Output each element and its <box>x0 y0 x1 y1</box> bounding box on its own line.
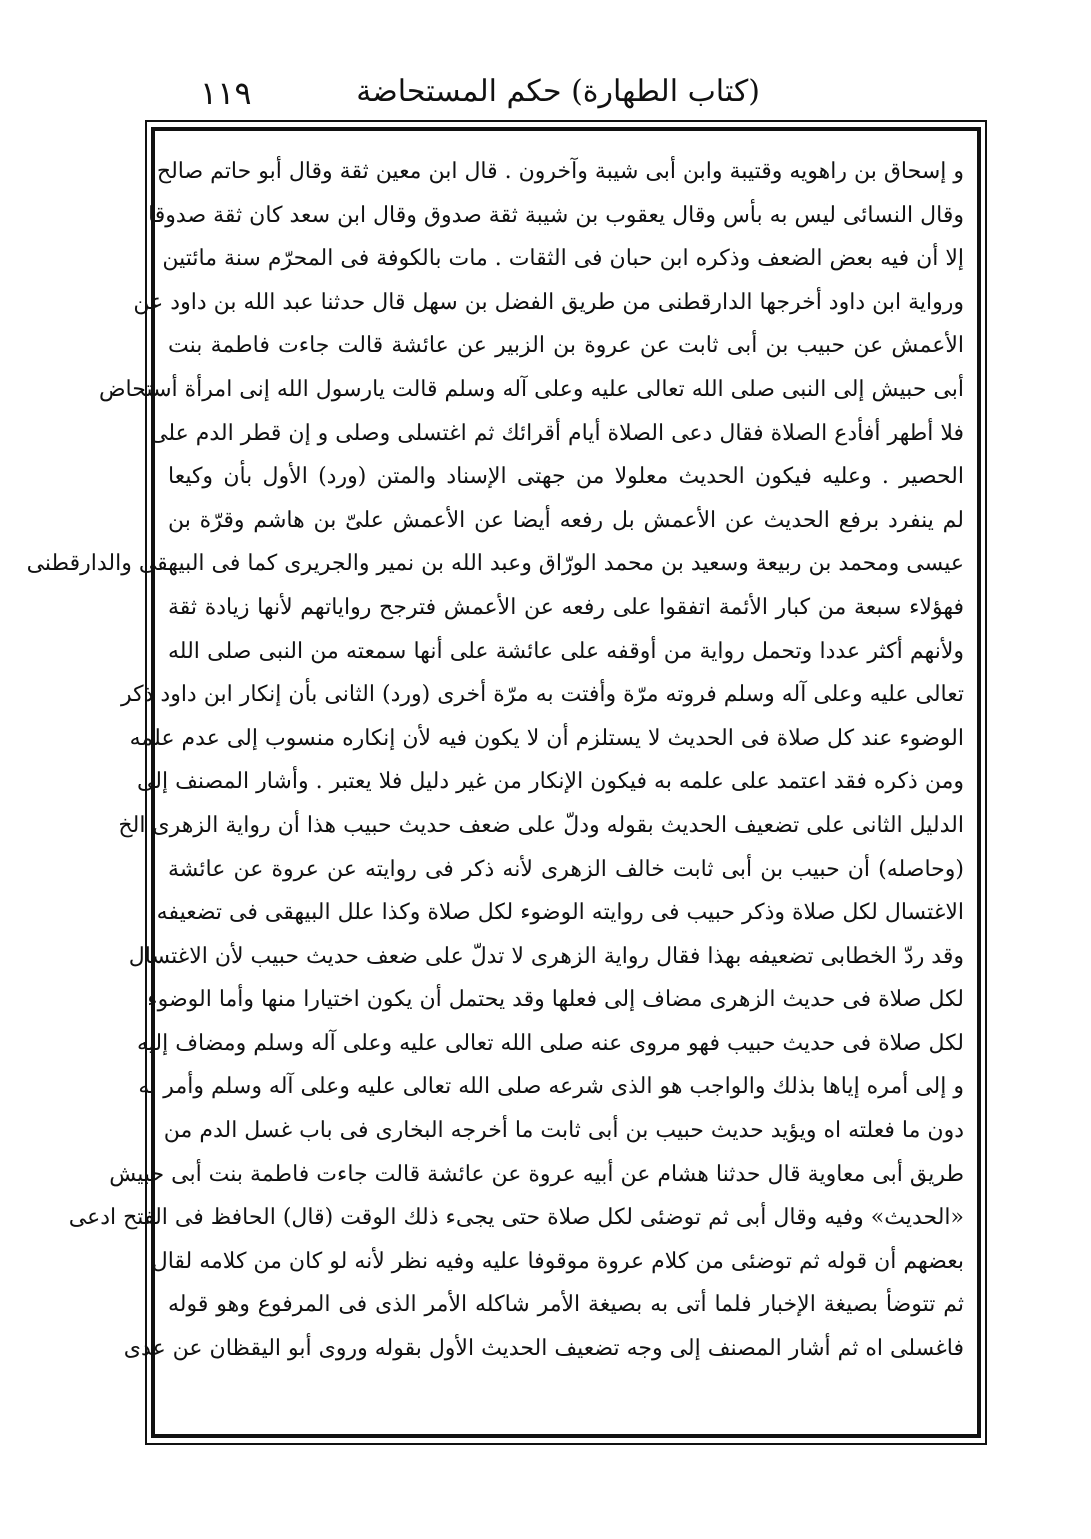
text-line: ومن ذكره فقد اعتمد على علمه به فيكون الإنكار من غير دليل فلا يعتبر . وأشار المصنف إلى <box>136 769 964 795</box>
body-text <box>26 150 964 1371</box>
text-line: و إلى أمره إياها بذلك والواجب هو الذى شرعه صلى الله تعالى عليه وعلى آله وسلم وأمر به <box>138 1074 964 1100</box>
text-line: ولأنهم أكثر عددا وتحمل رواية من أوقفه على عائشة على أنها سمعته من النبى صلى الله <box>168 638 964 664</box>
text-line: و إسحاق بن راهويه وقتيبة وابن أبى شيبة وآخرون . قال ابن معين ثقة وقال أبو حاتم صالح <box>156 159 964 184</box>
text-line: دون ما فعلته اه ويؤيد حديث حبيب بن أبى ثابت ما أخرجه البخارى فى باب غسل الدم من <box>163 1118 964 1144</box>
running-title: (كتاب الطهارة) حكم المستحاضة <box>356 74 760 109</box>
text-line: الوضوء عند كل صلاة فى الحديث لا يستلزم أن لا يكون فيه لأن إنكاره منسوب إلى عدم علمه <box>129 725 964 751</box>
text-line: ثم تتوضأ بصيغة الإخبار فلما أتى به بصيغة الأمر شاكله الأمر الذى فى المرفوع وهو قوله <box>168 1292 964 1318</box>
text-line: ورواية ابن داود أخرجها الدارقطنى من طريق الفضل بن سهل قال حدثنا عبد الله بن داود عن <box>133 289 964 315</box>
text-line: الاغتسال لكل صلاة وذكر حبيب فى روايته الوضوء لكل صلاة وكذا علل البيهقى فى تضعيفه <box>156 900 964 926</box>
text-line: لم ينفرد برفع الحديث عن الأعمش بل رفعه أيضا عن الأعمش علىّ بن هاشم وقرّة بن <box>168 507 964 533</box>
text-line: وقد ردّ الخطابى تضعيفه بهذا فقال رواية الزهرى لا تدلّ على ضعف حديث حبيب لأن الاغتسال <box>128 943 964 969</box>
text-line: إلا أن فيه بعض الضعف وذكره ابن حبان فى الثقات . مات بالكوفة فى المحرّم سنة مائتين <box>162 246 964 272</box>
text-line: فهؤلاء سبعة من كبار الأئمة اتفقوا على رفعه عن الأعمش فترجح رواياتهم لأنها زيادة ثقة <box>168 594 964 620</box>
text-line: لكل صلاة فى حديث حبيب فهو مروى عنه صلى الله تعالى عليه وعلى آله وسلم ومضاف إليه <box>136 1030 964 1056</box>
text-line: فلا أطهر أفأدع الصلاة فقال دعى الصلاة أيام أقرائك ثم اغتسلى وصلى و إن قطر الدم على <box>150 420 964 446</box>
text-line: الدليل الثانى على تضعيف الحديث بقوله ودلّ على ضعف حديث حبيب هذا أن رواية الزهرى الخ <box>118 812 964 838</box>
page-header <box>150 70 940 116</box>
text-line: عيسى ومحمد بن ربيعة وسعيد بن محمد الورّاق وعبد الله بن نمير والجريرى كما فى البيهقى والدارقطنى <box>26 551 964 577</box>
text-line: فاغسلى اه ثم أشار المصنف إلى وجه تضعيف الحديث الأول بقوله وروى أبو اليقظان عن عدى <box>123 1336 964 1362</box>
text-line: «الحديث» وفيه وقال أبى ثم توضئى لكل صلاة حتى يجىء ذلك الوقت (قال) الحافظ فى الفتح ادعى <box>68 1205 964 1231</box>
text-line: (وحاصله) أن حبيب بن أبى ثابت خالف الزهرى لأنه ذكر فى روايته عن عروة عن عائشة <box>168 856 964 882</box>
text-line: لكل صلاة فى حديث الزهرى مضاف إلى فعلها وقد يحتمل أن يكون اختيارا منها وأما الوضوء <box>147 987 964 1013</box>
text-line: الأعمش عن حبيب بن أبى ثابت عن عروة بن الزبير عن عائشة قالت جاءت فاطمة بنت <box>168 333 964 359</box>
text-line: بعضهم أن قوله ثم توضئى من كلام عروة موقوفا عليه وفيه نظر لأنه لو كان من كلامه لقال <box>151 1248 964 1274</box>
text-line: أبى حبيش إلى النبى صلى الله تعالى عليه وعلى آله وسلم قالت يارسول الله إنى امرأة أستحاض <box>98 376 964 402</box>
text-line: الحصير . وعليه فيكون الحديث معلولا من جهتى الإسناد والمتن (ورد) الأول بأن وكيعا <box>168 464 964 490</box>
text-line: تعالى عليه وعلى آله وسلم فروته مرّة وأفتت به مرّة أخرى (ورد) الثانى بأن إنكار ابن داود ذكر <box>121 682 964 708</box>
page-number: ١١٩ <box>200 74 252 112</box>
text-line: طريق أبى معاوية قال حدثنا هشام عن أبيه عروة عن عائشة قالت جاءت فاطمة بنت أبى حبيش <box>109 1161 964 1187</box>
text-line: وقال النسائى ليس به بأس وقال يعقوب بن شيبة ثقة صدوق وقال ابن سعد كان ثقة صدوقا <box>148 202 964 228</box>
